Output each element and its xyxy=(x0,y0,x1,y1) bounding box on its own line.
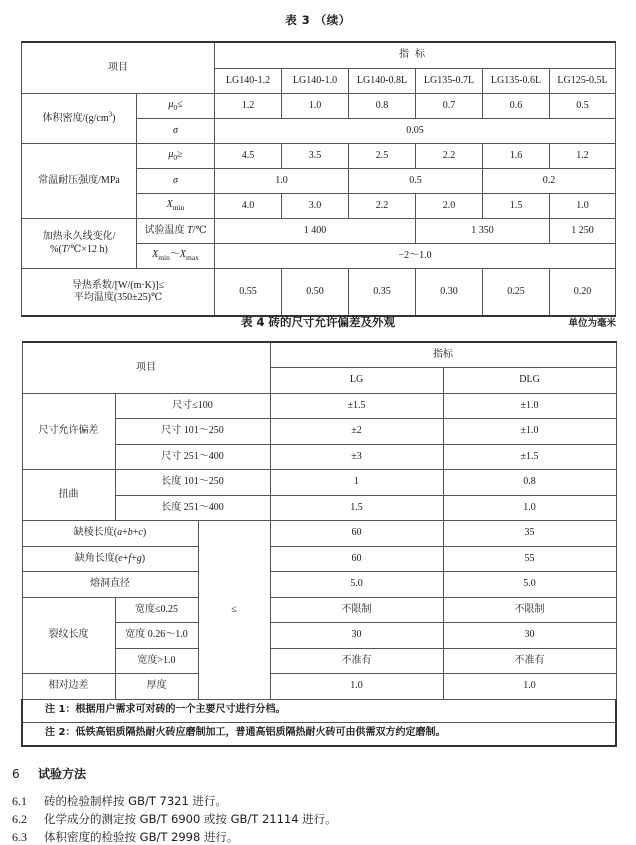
table4-sub-width-le025: 宽度≤0.25 xyxy=(115,597,198,623)
table3-cell-strength-sigma-0: 1.0 xyxy=(215,169,349,194)
table4-label-dim-dev: 尺寸允许偏差 xyxy=(22,393,115,470)
table4-sub-width-026: 宽度 0.26～1.0 xyxy=(115,623,198,649)
table4-cell-dlg-0: ±1.0 xyxy=(443,393,616,419)
section-6-heading xyxy=(12,765,86,782)
table3-cell-cond-4: 0.25 xyxy=(483,269,550,317)
table4-cell-lg-9: 30 xyxy=(270,623,443,649)
table4-row-rel-edge xyxy=(22,674,616,700)
table3-cell-temp-1400: 1 400 xyxy=(215,219,416,244)
table4-cell-lg-7: 5.0 xyxy=(270,572,443,598)
table4-col-lg: LG xyxy=(270,368,443,394)
table4-cell-dlg-8: 不限制 xyxy=(443,597,616,623)
table3-cell-xmin-3: 2.0 xyxy=(416,194,483,219)
table3-cell-xmin-1: 3.0 xyxy=(282,194,349,219)
table3-cell-cond-3: 0.30 xyxy=(416,269,483,317)
table4-cell-dlg-10: 不准有 xyxy=(443,648,616,674)
table4-label-missing-corner: 缺角长度(e+f+g) xyxy=(22,546,198,572)
table4-cell-lg-0: ±1.5 xyxy=(270,393,443,419)
table4-row-missing-edge xyxy=(22,521,616,547)
table4-label-missing-edge: 缺棱长度(a+b+c) xyxy=(22,521,198,547)
table3-grade-1: LG140-1.0 xyxy=(282,68,349,94)
table4-cell-dlg-11: 1.0 xyxy=(443,674,616,700)
table3-grade-5: LG125-0.5L xyxy=(550,68,616,94)
table3-header-indicator: 指标 xyxy=(215,42,616,68)
table4-le-symbol-cell: ≤ xyxy=(198,521,270,700)
table4-sub-len-101: 长度 101～250 xyxy=(115,470,270,496)
table3-grade-2: LG140-0.8L xyxy=(349,68,416,94)
table3-row-heat-temp xyxy=(22,219,616,244)
table3-cell-xmin-5: 1.0 xyxy=(550,194,616,219)
table-3 xyxy=(21,41,616,317)
table3-cell-density-4: 0.6 xyxy=(483,94,550,119)
table3-cell-cond-2: 0.35 xyxy=(349,269,416,317)
clause-6-1-text: 砖的检验制样按 GB/T 7321 进行。 xyxy=(44,794,227,808)
table4-sub-thickness: 厚度 xyxy=(115,674,198,700)
table3-sub-sigma-2: σ xyxy=(137,169,215,194)
clause-6-3 xyxy=(12,829,238,845)
table4-caption: 表 4 砖的尺寸允许偏差及外观 xyxy=(240,315,395,329)
table3-header-row-1 xyxy=(22,42,616,68)
table4-note-2: 注 2：低铁高铝质隔热耐火砖应磨制加工，普通高铝质隔热耐火砖可由供需双方约定磨制。 xyxy=(22,722,616,746)
table4-row-crack-1 xyxy=(22,597,616,623)
table4-header-item: 项目 xyxy=(22,342,270,393)
table3-cell-strength-sigma-2: 0.2 xyxy=(483,169,616,194)
heat-line-1: 加热永久线变化/ xyxy=(42,231,116,242)
clause-6-2-number: 6.2 xyxy=(12,812,27,826)
table4-row-warp-1 xyxy=(22,470,616,496)
table3-cell-xmin-4: 1.5 xyxy=(483,194,550,219)
table3-row-density-mu xyxy=(22,94,616,119)
clause-6-3-text: 体积密度的检验按 GB/T 2998 进行。 xyxy=(44,830,239,844)
cond-line-2: 平均温度(350±25)℃ xyxy=(73,292,163,303)
table4-sub-width-gt1: 宽度>1.0 xyxy=(115,648,198,674)
table3-cell-strength-sigma-1: 0.5 xyxy=(349,169,483,194)
table3-cell-strength-0: 4.5 xyxy=(215,144,282,169)
table3-cell-density-sigma: 0.05 xyxy=(215,119,616,144)
table3-sub-xmin-xmax: $X_{min}\sim X_{max}$ xyxy=(137,244,215,269)
table4-cell-dlg-9: 30 xyxy=(443,623,616,649)
table3-sub-sigma-1: σ xyxy=(137,119,215,144)
table4-cell-lg-5: 60 xyxy=(270,521,443,547)
table4-label-rel-edge: 相对边差 xyxy=(22,674,115,700)
clause-6-2-text: 化学成分的测定按 GB/T 6900 或按 GB/T 21114 进行。 xyxy=(44,812,337,826)
table4-sub-len-251: 长度 251～400 xyxy=(115,495,270,521)
table3-cell-density-2: 0.8 xyxy=(349,94,416,119)
table3-grade-4: LG135-0.6L xyxy=(483,68,550,94)
table3-cell-xmin-2: 2.2 xyxy=(349,194,416,219)
table3-caption: 表 3 （续） xyxy=(285,13,351,27)
table3-label-conductivity xyxy=(22,269,215,317)
table3-cell-heat-range: −2～1.0 xyxy=(215,244,616,269)
table3-cell-cond-5: 0.20 xyxy=(550,269,616,317)
clause-6-2 xyxy=(12,811,337,827)
table4-cell-dlg-7: 5.0 xyxy=(443,572,616,598)
table-4 xyxy=(21,341,617,747)
table4-note-row-1 xyxy=(22,699,616,722)
table3-row-conductivity xyxy=(22,269,616,317)
table4-label-warp: 扭曲 xyxy=(22,470,115,521)
table3-grade-3: LG135-0.7L xyxy=(416,68,483,94)
table3-grade-0: LG140-1.2 xyxy=(215,68,282,94)
section-6-number: 6 xyxy=(12,767,20,781)
table3-cell-temp-1250: 1 250 xyxy=(550,219,616,244)
table3-cell-xmin-0: 4.0 xyxy=(215,194,282,219)
table4-cell-dlg-4: 1.0 xyxy=(443,495,616,521)
clause-6-1 xyxy=(12,793,227,809)
table3-cell-strength-4: 1.6 xyxy=(483,144,550,169)
table4-cell-lg-6: 60 xyxy=(270,546,443,572)
table4-cell-lg-10: 不准有 xyxy=(270,648,443,674)
table4-cell-dlg-3: 0.8 xyxy=(443,470,616,496)
heat-line-2: %(T/℃×12 h) xyxy=(50,243,108,255)
table4-sub-size-le100: 尺寸≤100 xyxy=(115,393,270,419)
table4-unit-note: 单位为毫米 xyxy=(568,318,616,329)
table4-label-melt-hole: 熔洞直径 xyxy=(22,572,198,598)
table3-cell-strength-2: 2.5 xyxy=(349,144,416,169)
table4-cell-lg-1: ±2 xyxy=(270,419,443,445)
table3-cell-cond-0: 0.55 xyxy=(215,269,282,317)
table4-cell-lg-8: 不限制 xyxy=(270,597,443,623)
table4-row-dim-1 xyxy=(22,393,616,419)
table4-note-1: 注 1：根据用户需求可对砖的一个主要尺寸进行分档。 xyxy=(22,699,616,722)
clause-6-3-number: 6.3 xyxy=(12,830,27,844)
table3-sub-mu0-le: $\mu_0\le$ xyxy=(137,94,215,119)
table4-caption-wrap xyxy=(0,314,636,332)
table3-sub-mu0-ge: $\mu_0\ge$ xyxy=(137,144,215,169)
cond-line-1: 导热系数/[W/(m·K)]≤ xyxy=(71,279,165,291)
table3-cell-temp-1350: 1 350 xyxy=(416,219,550,244)
table4-label-crack: 裂纹长度 xyxy=(22,597,115,674)
table4-cell-lg-3: 1 xyxy=(270,470,443,496)
table4-col-dlg: DLG xyxy=(443,368,616,394)
table3-cell-cond-1: 0.50 xyxy=(282,269,349,317)
table3-cell-strength-5: 1.2 xyxy=(550,144,616,169)
table4-cell-dlg-6: 55 xyxy=(443,546,616,572)
table3-cell-density-5: 0.5 xyxy=(550,94,616,119)
table4-header-row-1 xyxy=(22,342,616,368)
table4-row-missing-corner xyxy=(22,546,616,572)
table3-row-strength-mu xyxy=(22,144,616,169)
table4-sub-size-251: 尺寸 251～400 xyxy=(115,444,270,470)
table4-sub-size-101: 尺寸 101～250 xyxy=(115,419,270,445)
table3-header-item: 项目 xyxy=(22,42,215,94)
table3-label-strength: 常温耐压强度/MPa xyxy=(22,144,137,219)
table3-cell-density-1: 1.0 xyxy=(282,94,349,119)
table4-row-melt-hole xyxy=(22,572,616,598)
table4-cell-dlg-1: ±1.0 xyxy=(443,419,616,445)
table4-header-indicator: 指标 xyxy=(270,342,616,368)
clause-6-1-number: 6.1 xyxy=(12,794,27,808)
table3-cell-strength-3: 2.2 xyxy=(416,144,483,169)
table4-cell-dlg-2: ±1.5 xyxy=(443,444,616,470)
table4-cell-dlg-5: 35 xyxy=(443,521,616,547)
table3-cell-strength-1: 3.5 xyxy=(282,144,349,169)
table3-label-bulk-density xyxy=(22,94,137,144)
table3-sub-xmin-1: $X_{min}$ xyxy=(137,194,215,219)
table3-cell-density-0: 1.2 xyxy=(215,94,282,119)
table3-label-heat-change xyxy=(22,219,137,269)
table4-note-row-2 xyxy=(22,722,616,746)
section-6-title: 试验方法 xyxy=(38,767,87,781)
table3-sub-test-temp: 试验温度 T/℃ xyxy=(137,219,215,244)
table3-cell-density-3: 0.7 xyxy=(416,94,483,119)
table4-cell-lg-11: 1.0 xyxy=(270,674,443,700)
table4-cell-lg-4: 1.5 xyxy=(270,495,443,521)
bulk-density-text: 体积密度$/(g/cm^3)$ xyxy=(42,111,116,125)
table4-cell-lg-2: ±3 xyxy=(270,444,443,470)
